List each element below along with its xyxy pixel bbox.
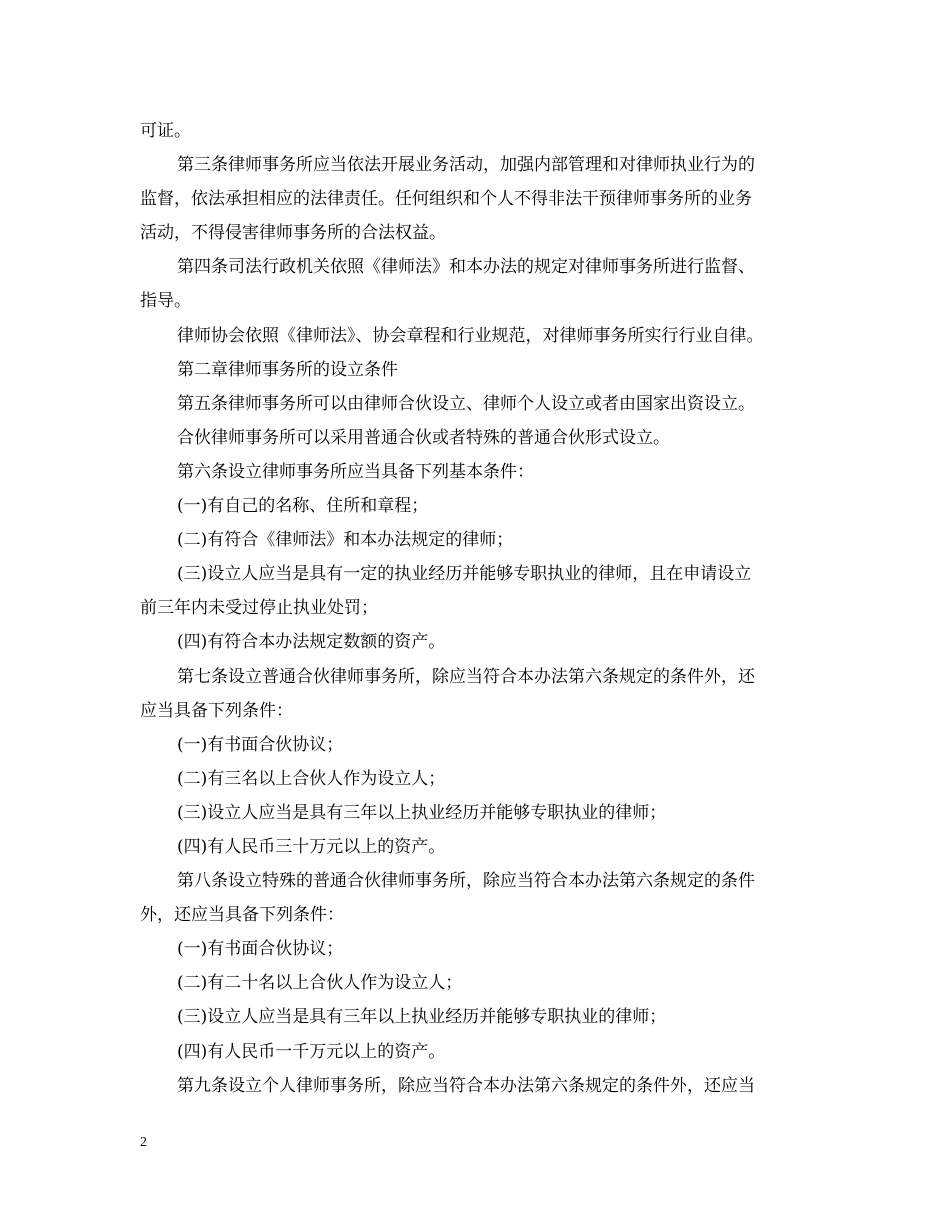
text-line: 第九条设立个人律师事务所，除应当符合本办法第六条规定的条件外，还应当 xyxy=(177,1075,755,1096)
text-line: 第二章律师事务所的设立条件 xyxy=(177,359,398,380)
text-line: (一)有书面合伙协议； xyxy=(177,734,344,755)
text-line: (四)有人民币三十万元以上的资产。 xyxy=(177,836,446,857)
text-line: 应当具备下列条件： xyxy=(140,700,293,721)
text-line: (三)设立人应当是具有三年以上执业经历并能够专职执业的律师； xyxy=(177,802,667,823)
text-line: (一)有书面合伙协议； xyxy=(177,939,344,960)
text-line: 第五条律师事务所可以由律师合伙设立、律师个人设立或者由国家出资设立。 xyxy=(177,393,755,414)
text-line: 指导。 xyxy=(140,291,191,312)
text-line: (四)有人民币一千万元以上的资产。 xyxy=(177,1041,446,1062)
text-line: 合伙律师事务所可以采用普通合伙或者特殊的普通合伙形式设立。 xyxy=(177,427,670,448)
text-line: 监督，依法承担相应的法律责任。任何组织和个人不得非法干预律师事务所的业务 xyxy=(140,189,752,210)
text-line: 第四条司法行政机关依照《律师法》和本办法的规定对律师事务所进行监督、 xyxy=(177,257,755,278)
text-line: (三)设立人应当是具有三年以上执业经历并能够专职执业的律师； xyxy=(177,1007,667,1028)
page-number: 2 xyxy=(140,1135,147,1150)
text-line: 第六条设立律师事务所应当具备下列基本条件： xyxy=(177,461,534,482)
text-line: (二)有三名以上合伙人作为设立人； xyxy=(177,768,446,789)
text-line: 活动，不得侵害律师事务所的合法权益。 xyxy=(140,223,446,244)
text-line: 第八条设立特殊的普通合伙律师事务所，除应当符合本办法第六条规定的条件 xyxy=(177,871,755,892)
text-line: (三)设立人应当是具有一定的执业经历并能够专职执业的律师，且在申请设立 xyxy=(177,564,752,585)
text-line: 可证。 xyxy=(140,121,191,141)
text-line: (二)有符合《律师法》和本办法规定的律师； xyxy=(177,530,514,551)
text-line: (四)有符合本办法规定数额的资产。 xyxy=(177,632,446,653)
text-line: 前三年内未受过停止执业处罚； xyxy=(140,598,378,619)
text-line: (一)有自己的名称、住所和章程； xyxy=(177,496,429,517)
text-line: (二)有二十名以上合伙人作为设立人； xyxy=(177,973,463,994)
text-line: 第七条设立普通合伙律师事务所，除应当符合本办法第六条规定的条件外，还 xyxy=(177,666,755,687)
text-line: 律师协会依照《律师法》、协会章程和行业规范，对律师事务所实行行业自律。 xyxy=(177,325,764,346)
document-body xyxy=(140,114,820,1103)
text-line: 外，还应当具备下列条件： xyxy=(140,905,344,926)
text-line: 第三条律师事务所应当依法开展业务活动，加强内部管理和对律师执业行为的 xyxy=(177,155,755,176)
